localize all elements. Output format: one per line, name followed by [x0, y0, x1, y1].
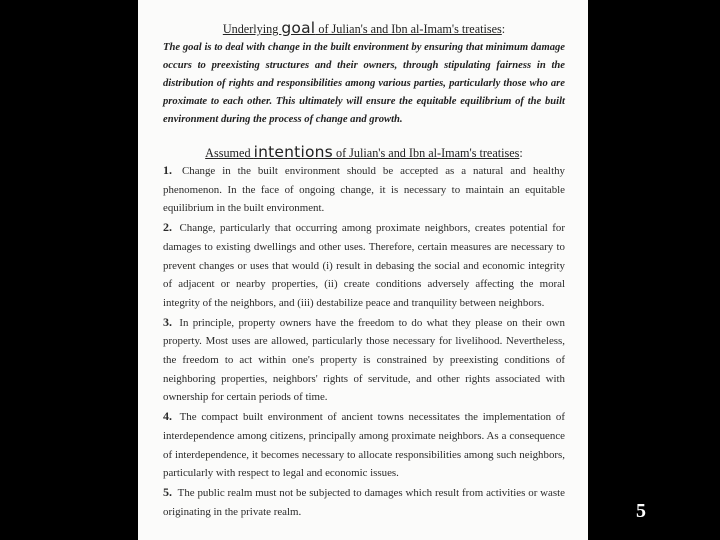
intentions-heading-prefix: Assumed	[205, 146, 254, 160]
intentions-heading-colon: :	[519, 146, 523, 160]
intentions-heading-keyword: intentions	[253, 143, 333, 161]
intention-item	[163, 218, 565, 313]
goal-paragraph: The goal is to deal with change in the built environment by ensuring that minimum damage occurs to preexisting structures and their owners, through stipulating fairness in the distribution of rights and responsibilities among various parties, particularly those who are proximate to each other. This ultimately will ensure the equitable equilibrium of the built environment during the process of change and growth.	[163, 42, 565, 125]
intention-item	[163, 313, 565, 408]
goal-heading	[163, 20, 565, 37]
item-text: Change in the built environment should be accepted as a natural and healthy phenomenon. In the face of ongoing change, it is necessary to maintain an equitable equilibrium in the built environment.	[163, 165, 565, 215]
item-text: The public realm must not be subjected to damages which result from activities or waste originating in the private realm.	[163, 486, 565, 518]
goal-heading-suffix: of Julian's and Ibn al-Imam's treatises	[315, 22, 502, 36]
item-text: Change, particularly that occurring among proximate neighbors, creates potential for damages to existing dwellings and other uses. Therefore, certain measures are necessary to prevent changes or uses that would (i) result in debasing the social and economic integrity of adjacent or nearby properties, (ii) create conditions adversely affecting the moral integrity of the neighbors, and (iii) destabilize peace and tranquility between neighbors.	[163, 222, 565, 309]
item-number: 2.	[163, 220, 172, 235]
goal-heading-keyword: goal	[281, 19, 316, 37]
item-number: 3.	[163, 314, 172, 329]
item-text: The compact built environment of ancient towns necessitates the implementation of interdependence among citizens, principally among proximate neighbors. As a consequence of interdependence, it becomes necessary to allocate responsibilities among such neighbors, particularly with respect to legal and economic issues.	[163, 411, 565, 480]
item-number: 4.	[163, 409, 172, 424]
intention-item	[163, 483, 565, 521]
intentions-heading-suffix: of Julian's and Ibn al-Imam's treatises	[332, 146, 520, 160]
intentions-list	[163, 161, 565, 521]
slide-number: 5	[636, 500, 646, 522]
goal-heading-prefix: Underlying	[222, 22, 282, 36]
item-number: 1.	[163, 163, 172, 177]
document-content	[163, 20, 565, 521]
goal-heading-colon: :	[501, 22, 506, 36]
intention-item	[163, 161, 565, 218]
document-page	[138, 0, 588, 540]
item-number: 5.	[163, 484, 172, 499]
intentions-heading	[163, 144, 565, 161]
item-text: In principle, property owners have the freedom to do what they please on their own property. Most uses are allowed, particularly those necessary for livelihood. Nevertheless, the freedom to act within one's property is constrained by preexisting conditions of neighboring properties, neighbors' rights of servitude, and other rights associated with ownership for certain periods of time.	[163, 316, 565, 404]
intention-item	[163, 407, 565, 483]
